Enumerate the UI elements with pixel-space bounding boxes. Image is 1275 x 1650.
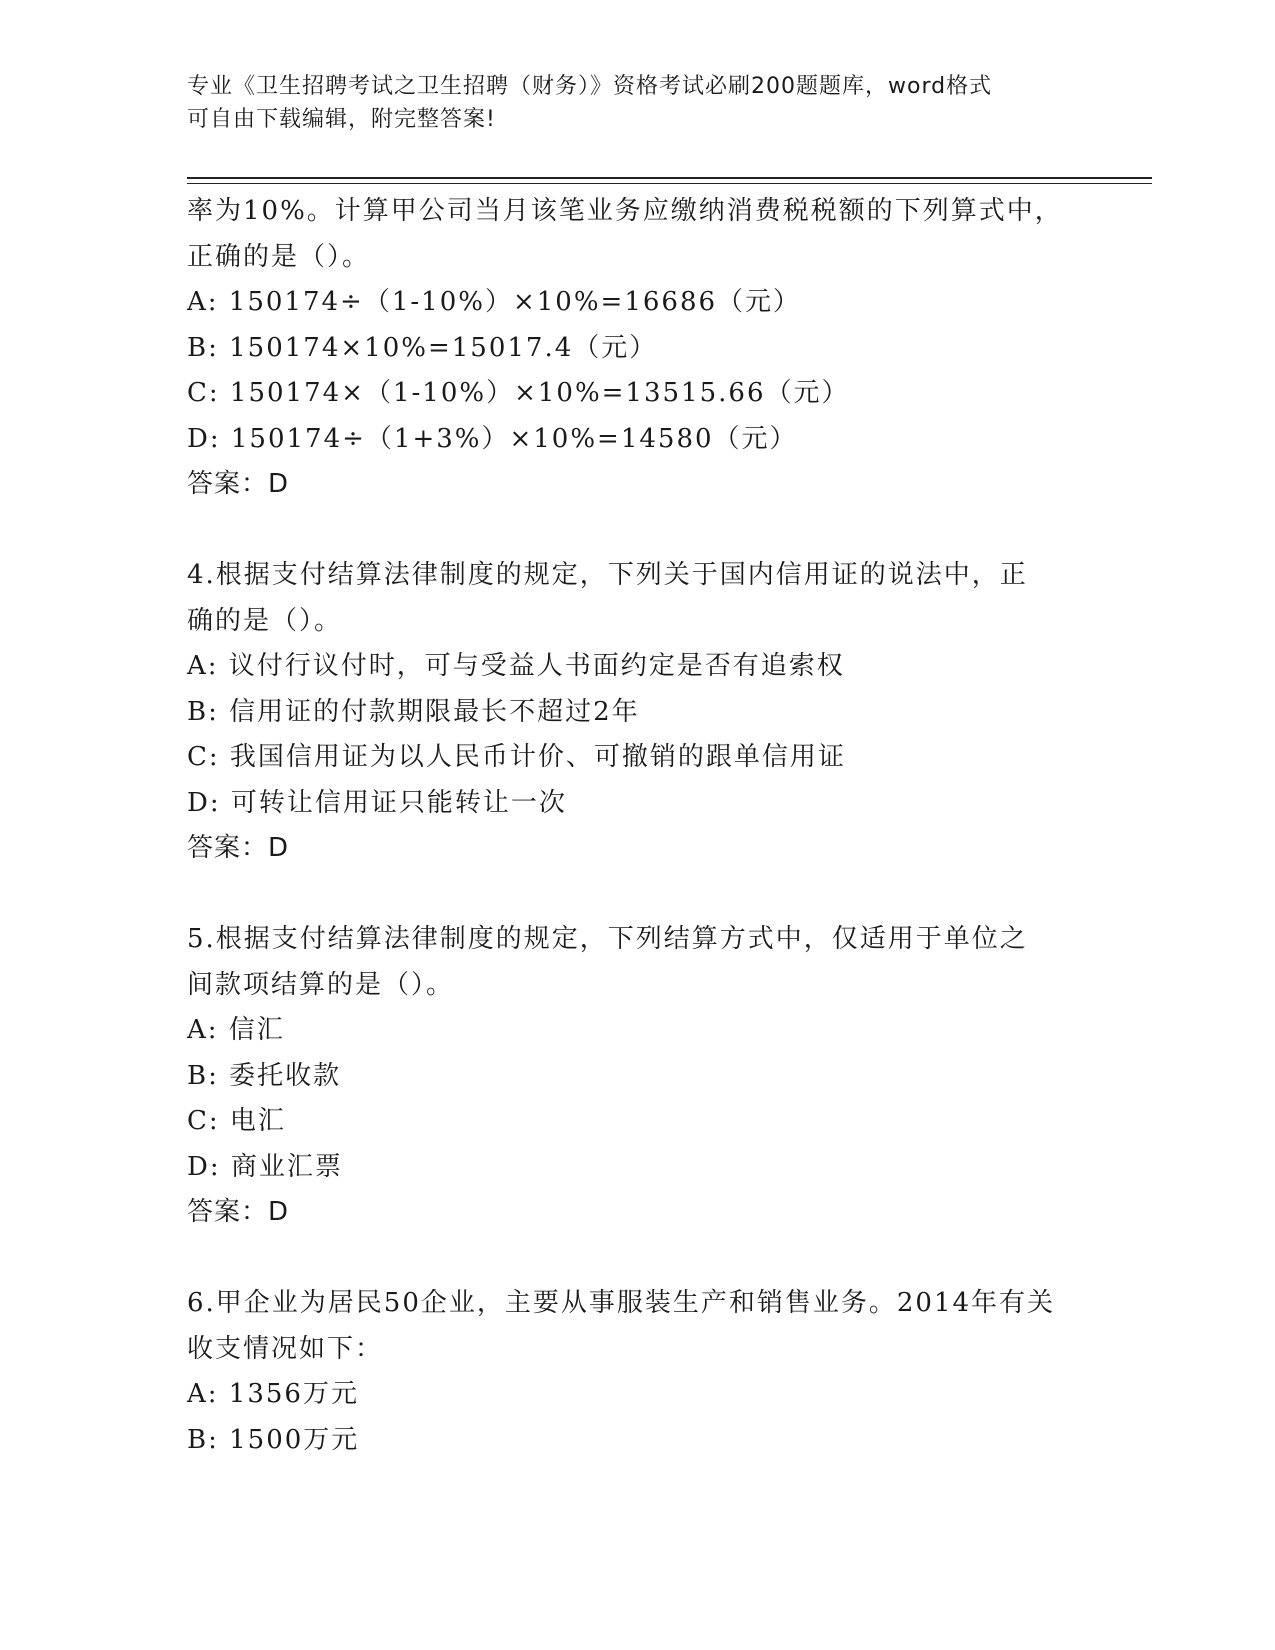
header-title-line-1: 专业《卫生招聘考试之卫生招聘（财务）》资格考试必刷200题题库，word格式	[187, 74, 993, 99]
option-c: C: 150174×（1-10%）×10%=13515.66（元）	[187, 378, 850, 408]
option-d: D: 商业汇票	[187, 1151, 343, 1182]
question-spacer	[187, 1236, 1117, 1282]
question-stem-line: 收支情况如下：	[187, 1333, 384, 1364]
option-b: B: 150174×10%=15017.4（元）	[187, 332, 658, 363]
question-stem-line: 5.根据支付结算法律制度的规定，下列结算方式中，仅适用于单位之	[187, 924, 1028, 954]
question-stem-line: 确的是（）。	[187, 605, 343, 636]
header-divider-thin	[187, 183, 1152, 184]
question-stem-line: 间款项结算的是（）。	[187, 969, 455, 1000]
question-stem-line: 率为10%。计算甲公司当月该笔业务应缴纳消费税税额的下列算式中，	[187, 196, 1063, 226]
header-divider-thick	[187, 177, 1152, 179]
option-a: A: 1356万元	[187, 1379, 359, 1409]
question-spacer	[187, 872, 1117, 918]
question-stem-line: 4.根据支付结算法律制度的规定，下列关于国内信用证的说法中，正	[187, 560, 1028, 590]
option-a: A: 信汇	[187, 1015, 285, 1045]
option-b: B: 1500万元	[187, 1424, 360, 1455]
question-list	[187, 189, 1117, 1463]
header-title-line-2: 可自由下载编辑，附完整答案!	[187, 107, 496, 132]
question-5	[187, 917, 1117, 1236]
question-stem-line: 正确的是（）。	[187, 241, 371, 272]
option-a: A: 150174÷（1-10%）×10%=16686（元）	[187, 287, 802, 317]
option-d: D: 150174÷（1+3%）×10%=14580（元）	[187, 423, 798, 454]
question-6	[187, 1281, 1117, 1463]
option-c: C: 电汇	[187, 1106, 286, 1136]
option-b: B: 信用证的付款期限最长不超过2年	[187, 696, 640, 727]
document-header	[187, 70, 1087, 136]
option-d: D: 可转让信用证只能转让一次	[187, 787, 567, 818]
option-c: C: 我国信用证为以人民币计价、可撤销的跟单信用证	[187, 742, 846, 772]
question-spacer	[187, 508, 1117, 554]
option-a: A: 议付行议付时，可与受益人书面约定是否有追索权	[187, 651, 845, 681]
option-b: B: 委托收款	[187, 1060, 342, 1091]
question-3-continued	[187, 189, 1117, 508]
question-4	[187, 553, 1117, 872]
answer-label: 答案：D	[187, 1197, 290, 1227]
answer-label: 答案：D	[187, 833, 290, 863]
answer-label: 答案：D	[187, 469, 290, 499]
question-stem-line: 6.甲企业为居民50企业，主要从事服装生产和销售业务。2014年有关	[187, 1288, 1056, 1318]
